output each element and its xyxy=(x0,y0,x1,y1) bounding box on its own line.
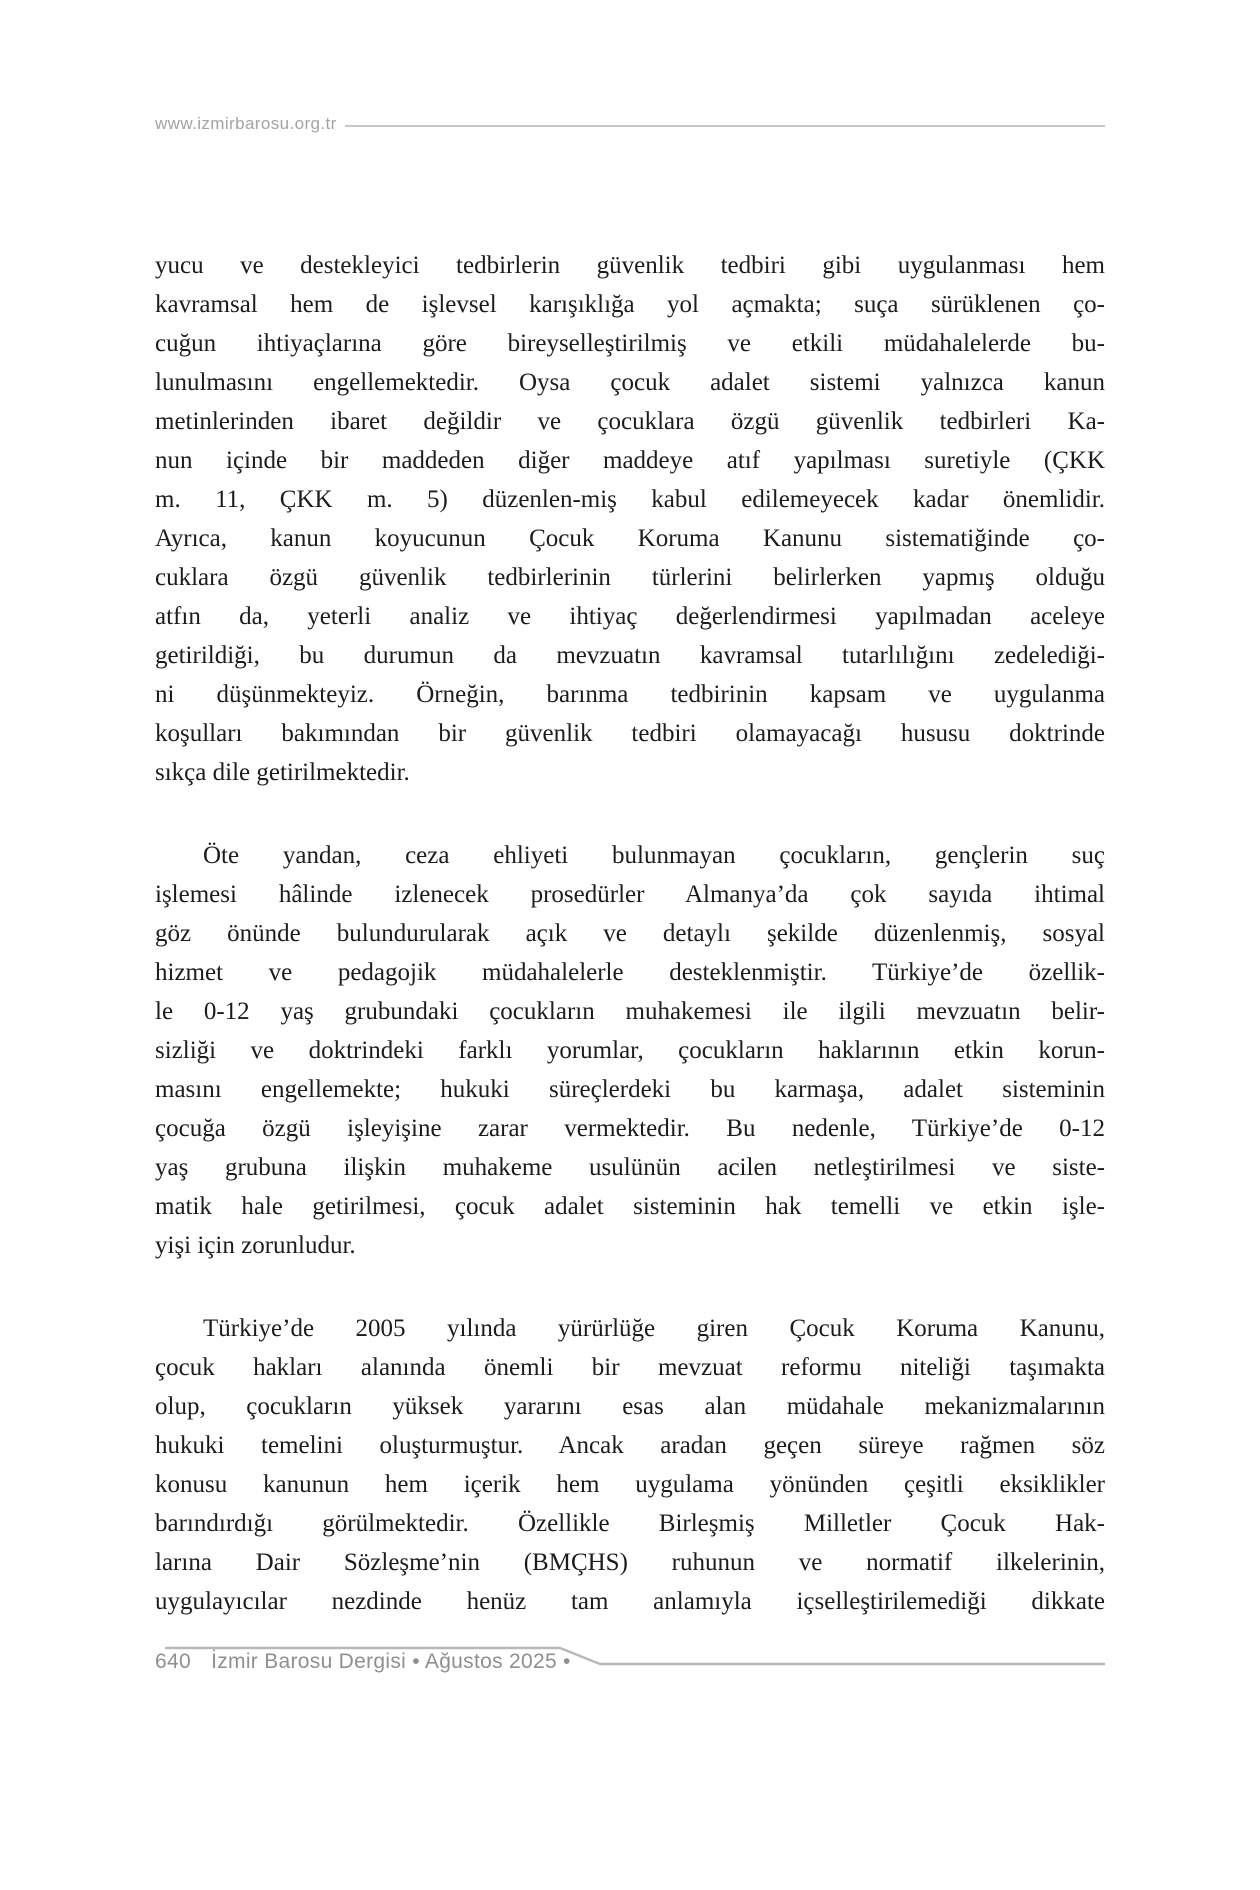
text-line: koşulları bakımından bir güvenlik tedbiri olamayacağı hususu doktrinde xyxy=(155,720,1105,747)
text-line: sıkça dile getirilmektedir. xyxy=(155,759,410,786)
text-line: kavramsal hem de işlevsel karışıklığa yol açmakta; suça sürüklenen ço- xyxy=(155,291,1105,318)
header-url: www.izmirbarosu.org.tr xyxy=(155,114,337,133)
paragraph xyxy=(155,246,1105,792)
text-line: olup, çocukların yüksek yararını esas alan müdahale mekanizmalarının xyxy=(155,1393,1105,1420)
header-rule xyxy=(345,125,1105,127)
text-line: ni düşünmekteyiz. Örneğin, barınma tedbirinin kapsam ve uygulanma xyxy=(155,681,1105,708)
page-footer xyxy=(155,1650,571,1674)
text-line: sizliği ve doktrindeki farklı yorumlar, çocukların haklarının etkin korun- xyxy=(155,1037,1105,1064)
text-line: nun içinde bir maddeden diğer maddeye atıf yapılması suretiyle (ÇKK xyxy=(155,447,1105,474)
text-line: masını engellemekte; hukuki süreçlerdeki bu karmaşa, adalet sisteminin xyxy=(155,1076,1105,1103)
text-line: yişi için zorunludur. xyxy=(155,1232,356,1259)
text-line: göz önünde bulundurularak açık ve detaylı şekilde düzenlenmiş, sosyal xyxy=(155,920,1105,947)
text-line: çocuk hakları alanında önemli bir mevzuat reformu niteliği taşımakta xyxy=(155,1354,1105,1381)
text-line: yucu ve destekleyici tedbirlerin güvenlik tedbiri gibi uygulanması hem xyxy=(155,252,1105,279)
text-line: konusu kanunun hem içerik hem uygulama yönünden çeşitli eksiklikler xyxy=(155,1471,1105,1498)
text-line: cuğun ihtiyaçlarına göre bireyselleştirilmiş ve etkili müdahalelerde bu- xyxy=(155,330,1105,357)
text-line: getirildiği, bu durumun da mevzuatın kavramsal tutarlılığını zedelediği- xyxy=(155,642,1105,669)
text-line: işlemesi hâlinde izlenecek prosedürler Almanya’da çok sayıda ihtimal xyxy=(155,881,1105,908)
text-line: lunulmasını engellemektedir. Oysa çocuk adalet sistemi yalnızca kanun xyxy=(155,369,1105,396)
text-line: cuklara özgü güvenlik tedbirlerinin türlerini belirlerken yapmış olduğu xyxy=(155,564,1105,591)
footer-journal-issue: İzmir Barosu Dergisi • Ağustos 2025 • xyxy=(211,1650,571,1673)
article-body xyxy=(155,246,1105,1665)
text-line: barındırdığı görülmektedir. Özellikle Birleşmiş Milletler Çocuk Hak- xyxy=(155,1510,1105,1537)
text-line: matik hale getirilmesi, çocuk adalet sisteminin hak temelli ve etkin işle- xyxy=(155,1193,1105,1220)
text-line: atfın da, yeterli analiz ve ihtiyaç değerlendirmesi yapılmadan aceleye xyxy=(155,603,1105,630)
text-line: Öte yandan, ceza ehliyeti bulunmayan çocukların, gençlerin suç xyxy=(203,842,1105,869)
text-line: larına Dair Sözleşme’nin (BMÇHS) ruhunun ve normatif ilkelerinin, xyxy=(155,1549,1105,1576)
paragraph xyxy=(155,836,1105,1265)
text-line: yaş grubuna ilişkin muhakeme usulünün acilen netleştirilmesi ve siste- xyxy=(155,1154,1105,1181)
text-line: m. 11, ÇKK m. 5) düzenlen-miş kabul edilemeyecek kadar önemlidir. xyxy=(155,486,1105,513)
text-line: le 0-12 yaş grubundaki çocukların muhakemesi ile ilgili mevzuatın belir- xyxy=(155,998,1105,1025)
text-line: metinlerinden ibaret değildir ve çocuklara özgü güvenlik tedbirleri Ka- xyxy=(155,408,1105,435)
text-line: Türkiye’de 2005 yılında yürürlüğe giren Çocuk Koruma Kanunu, xyxy=(203,1315,1105,1342)
text-line: uygulayıcılar nezdinde henüz tam anlamıyla içselleştirilemediği dikkate xyxy=(155,1588,1105,1615)
page-number: 640 xyxy=(155,1650,191,1673)
text-line: Ayrıca, kanun koyucunun Çocuk Koruma Kanunu sistematiğinde ço- xyxy=(155,525,1105,552)
text-line: çocuğa özgü işleyişine zarar vermektedir. Bu nedenle, Türkiye’de 0-12 xyxy=(155,1115,1105,1142)
text-line: hukuki temelini oluşturmuştur. Ancak aradan geçen süreye rağmen söz xyxy=(155,1432,1105,1459)
page-header xyxy=(155,114,1105,134)
paragraph xyxy=(155,1309,1105,1621)
text-line: hizmet ve pedagojik müdahalelerle desteklenmiştir. Türkiye’de özellik- xyxy=(155,959,1105,986)
